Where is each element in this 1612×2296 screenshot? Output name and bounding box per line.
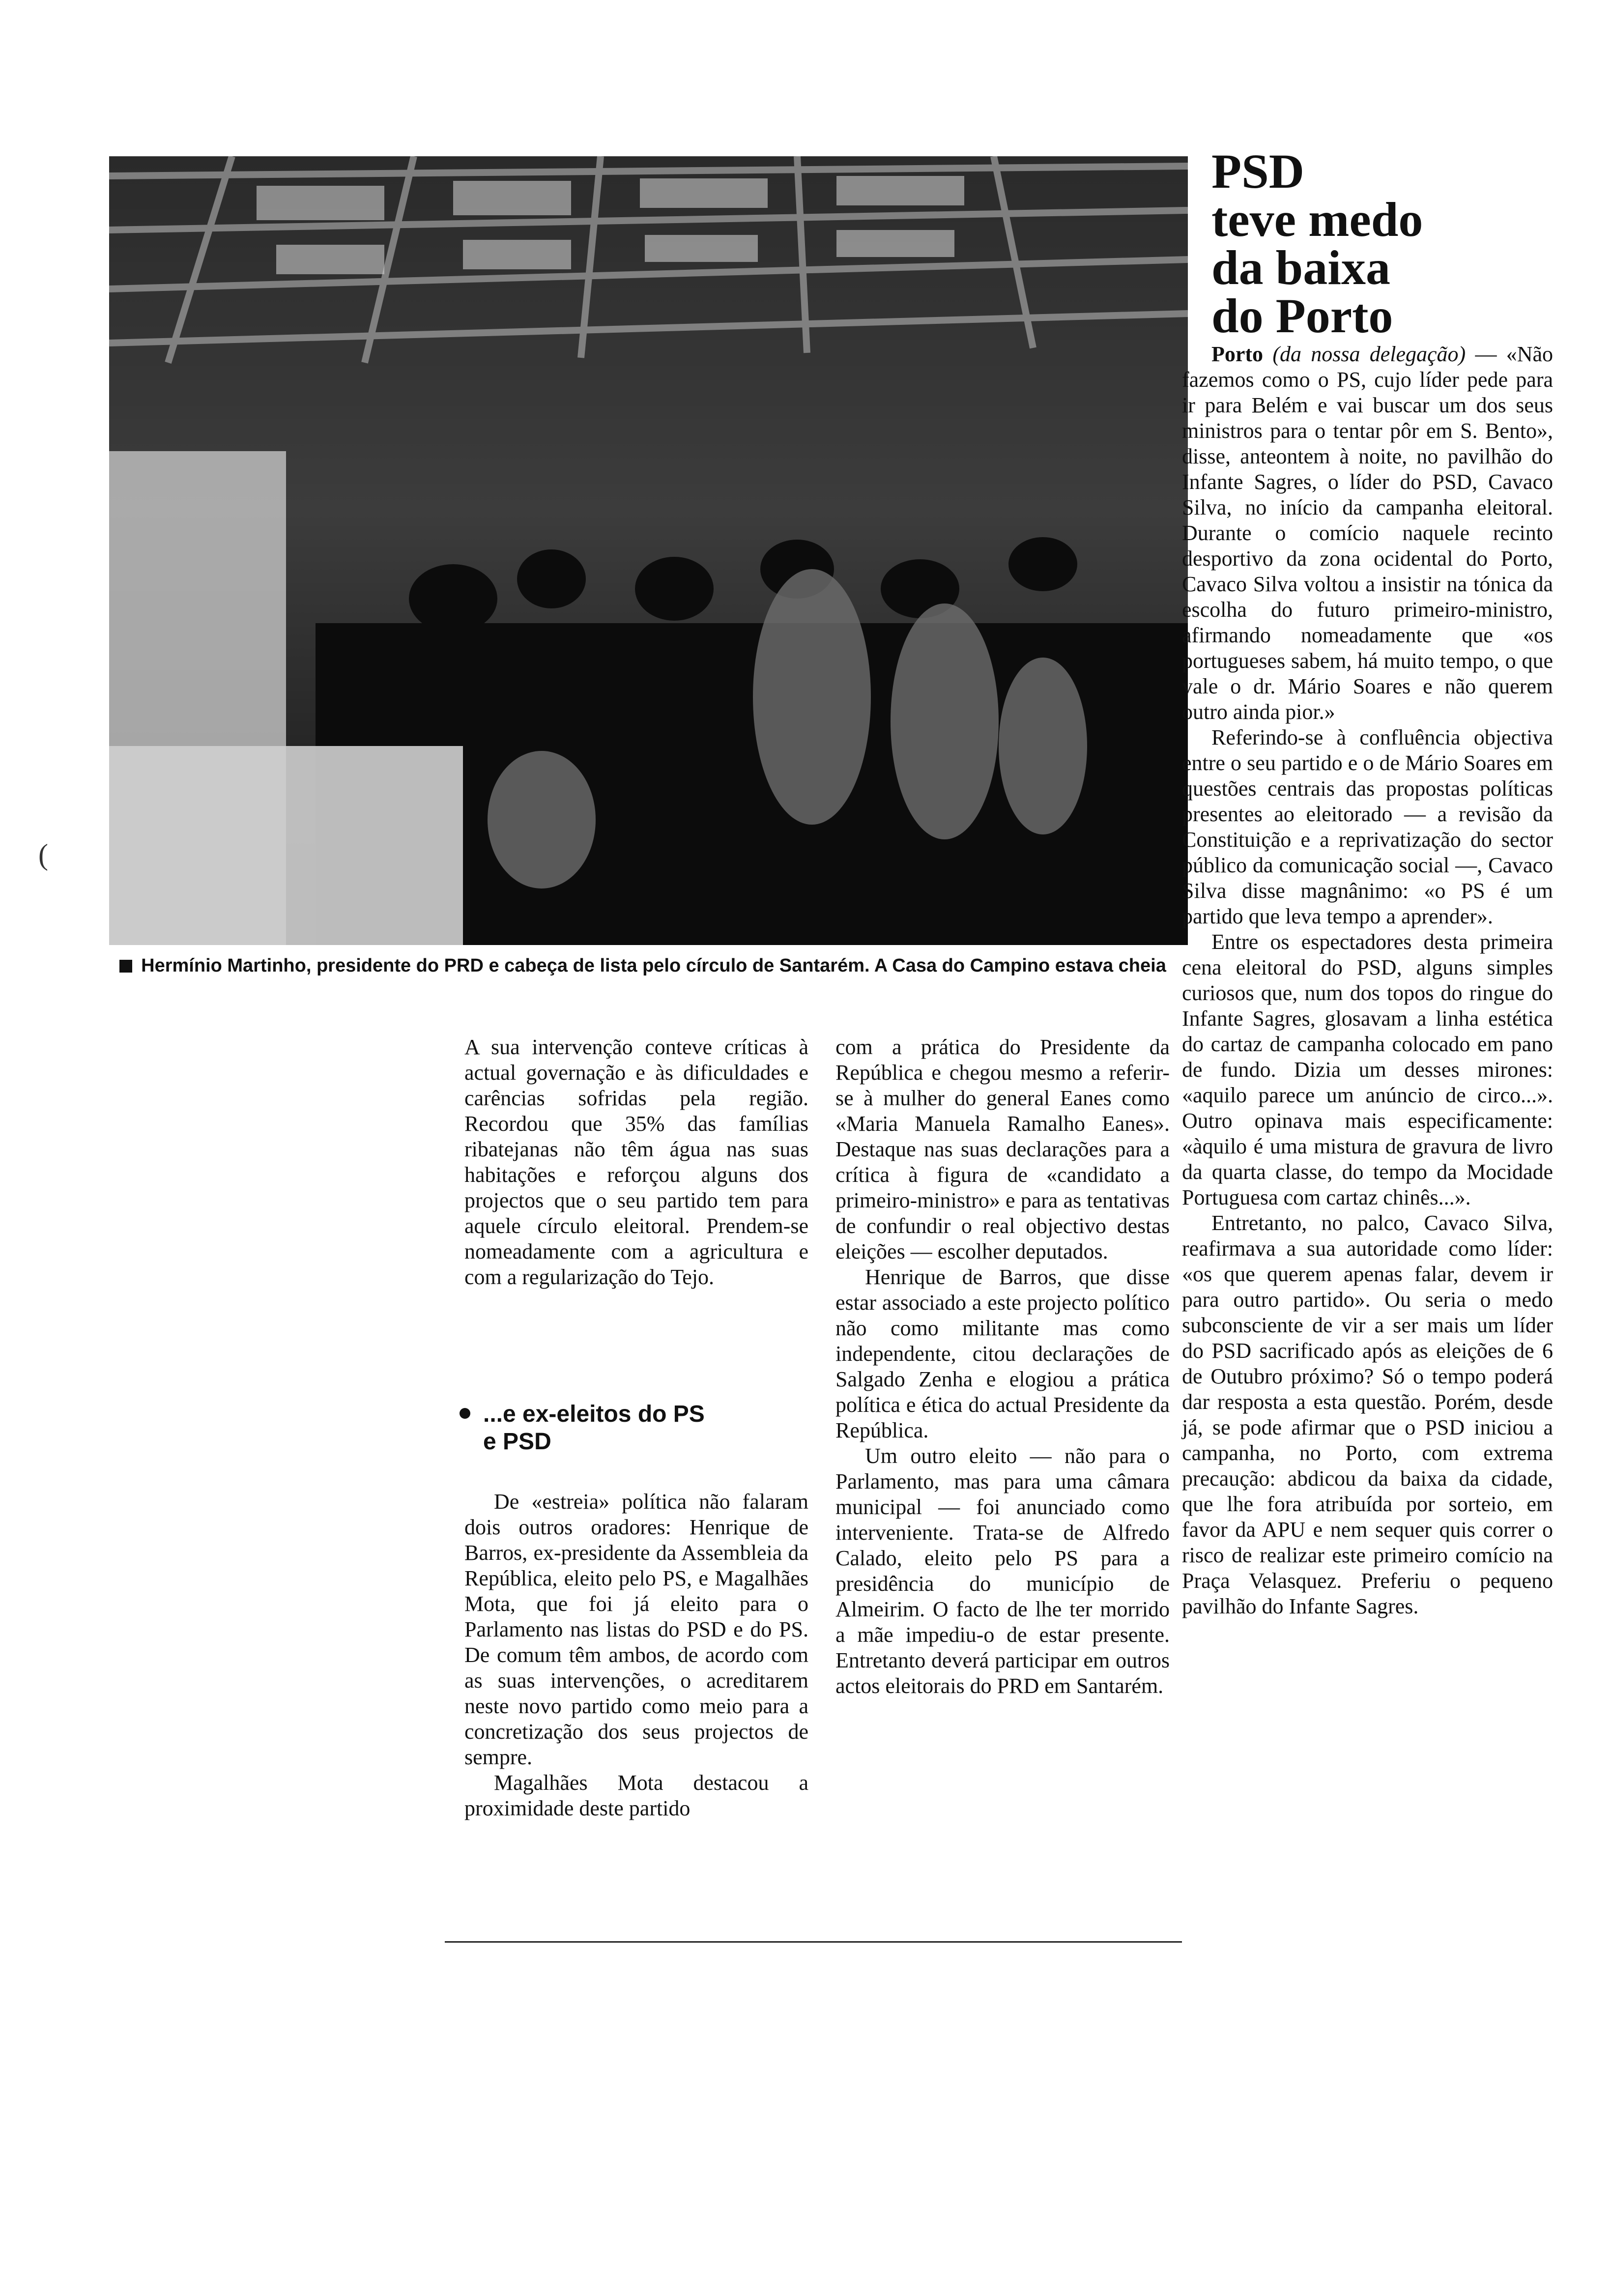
bullet-icon: [460, 1408, 470, 1419]
headline-line-1: PSD: [1211, 144, 1304, 199]
paragraph: A sua intervenção conteve críticas à actual governação e às dificuldades e carências sofridas pela região. Recordou que 35% das famílias ribatejanas não têm água nas suas habitações e reforçou alguns dos projectos que o seu partido tem para aquele círculo eleitoral. Prendem-se nomeadamente com a agricultura e com a regularização do Tejo.: [464, 1035, 808, 1289]
headline-line-2: teve medo: [1211, 192, 1423, 247]
article-headline: [1211, 144, 1585, 343]
margin-mark: (: [38, 838, 48, 871]
photo-image: [109, 156, 1188, 945]
dateline-source: (da nossa delegação): [1272, 342, 1475, 366]
headline-line-4: do Porto: [1211, 288, 1393, 343]
paragraph: com a prática do Presidente da República e chegou mesmo a referir-se à mulher do general Eanes como «Maria Manuela Ramalho Eanes». Destaque nas suas declarações para a crítica à figura de «candidato a primeiro-ministro» e para as tentativas de confundir o real objectivo destas eleições — escolher deputados.: [835, 1035, 1170, 1263]
headline-line-3: da baixa: [1211, 240, 1391, 295]
column-divider: [445, 1941, 1182, 1943]
subhead-line-2: e PSD: [483, 1429, 551, 1455]
section-subhead: [460, 1401, 804, 1456]
paragraph: Entretanto, no palco, Cavaco Silva, reafirmava a sua autoridade como líder: «os que querem apenas falar, devem ir para outro partido». Ou seria o medo subconsciente de vir a ser mais um líder do PSD sacrificado após as eleições de 6 de Outubro próximo? Só o tempo poderá dar resposta a esta questão. Porém, desde já, se pode afirmar que o PSD iniciou a campanha, no Porto, com extrema precaução: abdicou da baixa da cidade, que lhe fora atribuída por sorteio, em favor da APU e nem sequer quis correr o risco de realizar este primeiro comício na Praça Velasquez. Preferiu o pequeno pavilhão do Infante Sagres.: [1182, 1211, 1553, 1618]
caption-text: Hermínio Martinho, presidente do PRD e cabeça de lista pelo círculo de Santarém. A Casa do Campino estava cheia: [141, 955, 1166, 976]
photo-caption: [92, 954, 1193, 977]
column-left-bottom: [464, 1489, 808, 1821]
paragraph: De «estreia» política não falaram dois outros oradores: Henrique de Barros, ex-presidente da Assembleia da República, eleito pelo PS, e Magalhães Mota, que foi já eleito para o Parlamento nas listas do PSD e do PS. De comum têm ambos, de acordo com as suas intervenções, o acreditarem neste novo partido como meio para a concretização dos seus projectos de sempre.: [464, 1490, 808, 1769]
column-right: [1182, 342, 1553, 1619]
paragraph: Magalhães Mota destacou a proximidade deste partido: [464, 1771, 808, 1820]
paragraph: — «Não fazemos como o PS, cujo líder pede para ir para Belém e vai buscar um dos seus ministros para o tentar pôr em S. Bento», disse, anteontem à noite, no pavilhão do Infante Sagres, o líder do PSD, Cavaco Silva, no início da campanha eleitoral. Durante o comício naquele recinto desportivo da zona ocidental do Porto, Cavaco Silva voltou a insistir na tónica da escolha do futuro primeiro-ministro, afirmando nomeadamente que «os portugueses sabem, há muito tempo, o que vale o dr. Mário Soares e não querem outro ainda pior.»: [1182, 342, 1553, 724]
subhead-line-1: ...e ex-eleitos do PS: [483, 1401, 705, 1427]
column-left-top: [464, 1034, 808, 1290]
dateline-place: Porto: [1211, 342, 1273, 366]
caption-bullet-icon: [119, 960, 132, 973]
paragraph: Um outro eleito — não para o Parlamento, mas para uma câmara municipal — foi anunciado como interveniente. Trata-se de Alfredo Calado, eleito pelo PS para a presidência do município de Almeirim. O facto de lhe ter morrido a mãe impediu-o de estar presente. Entretanto deverá participar em outros actos eleitorais do PRD em Santarém.: [835, 1444, 1170, 1698]
paragraph: Referindo-se à confluência objectiva entre o seu partido e o de Mário Soares em questões centrais das propostas políticas presentes ao eleitorado — a revisão da Constituição e a reprivatização do sector público da comunicação social —, Cavaco Silva disse magnânimo: «o PS é um partido que leva tempo a aprender».: [1182, 725, 1553, 928]
column-middle: [835, 1034, 1170, 1699]
paragraph: Henrique de Barros, que disse estar associado a este projecto político não como militante mas como independente, citou declarações de Salgado Zenha e elogiou a prática política e ética do actual Presidente da República.: [835, 1265, 1170, 1442]
news-photo: [109, 156, 1188, 945]
paragraph: Entre os espectadores desta primeira cena eleitoral do PSD, alguns simples curiosos que, num dos topos do ringue do Infante Sagres, glosavam a linha estética do cartaz de campanha colocado em pano de fundo. Dizia um desses mirones: «aquilo parece um anúncio de circo...». Outro opinava mais especificamente: «àquilo é uma mistura de gravura de livro da quarta classe, do tempo da Mocidade Portuguesa com cartaz chinês...».: [1182, 930, 1553, 1209]
